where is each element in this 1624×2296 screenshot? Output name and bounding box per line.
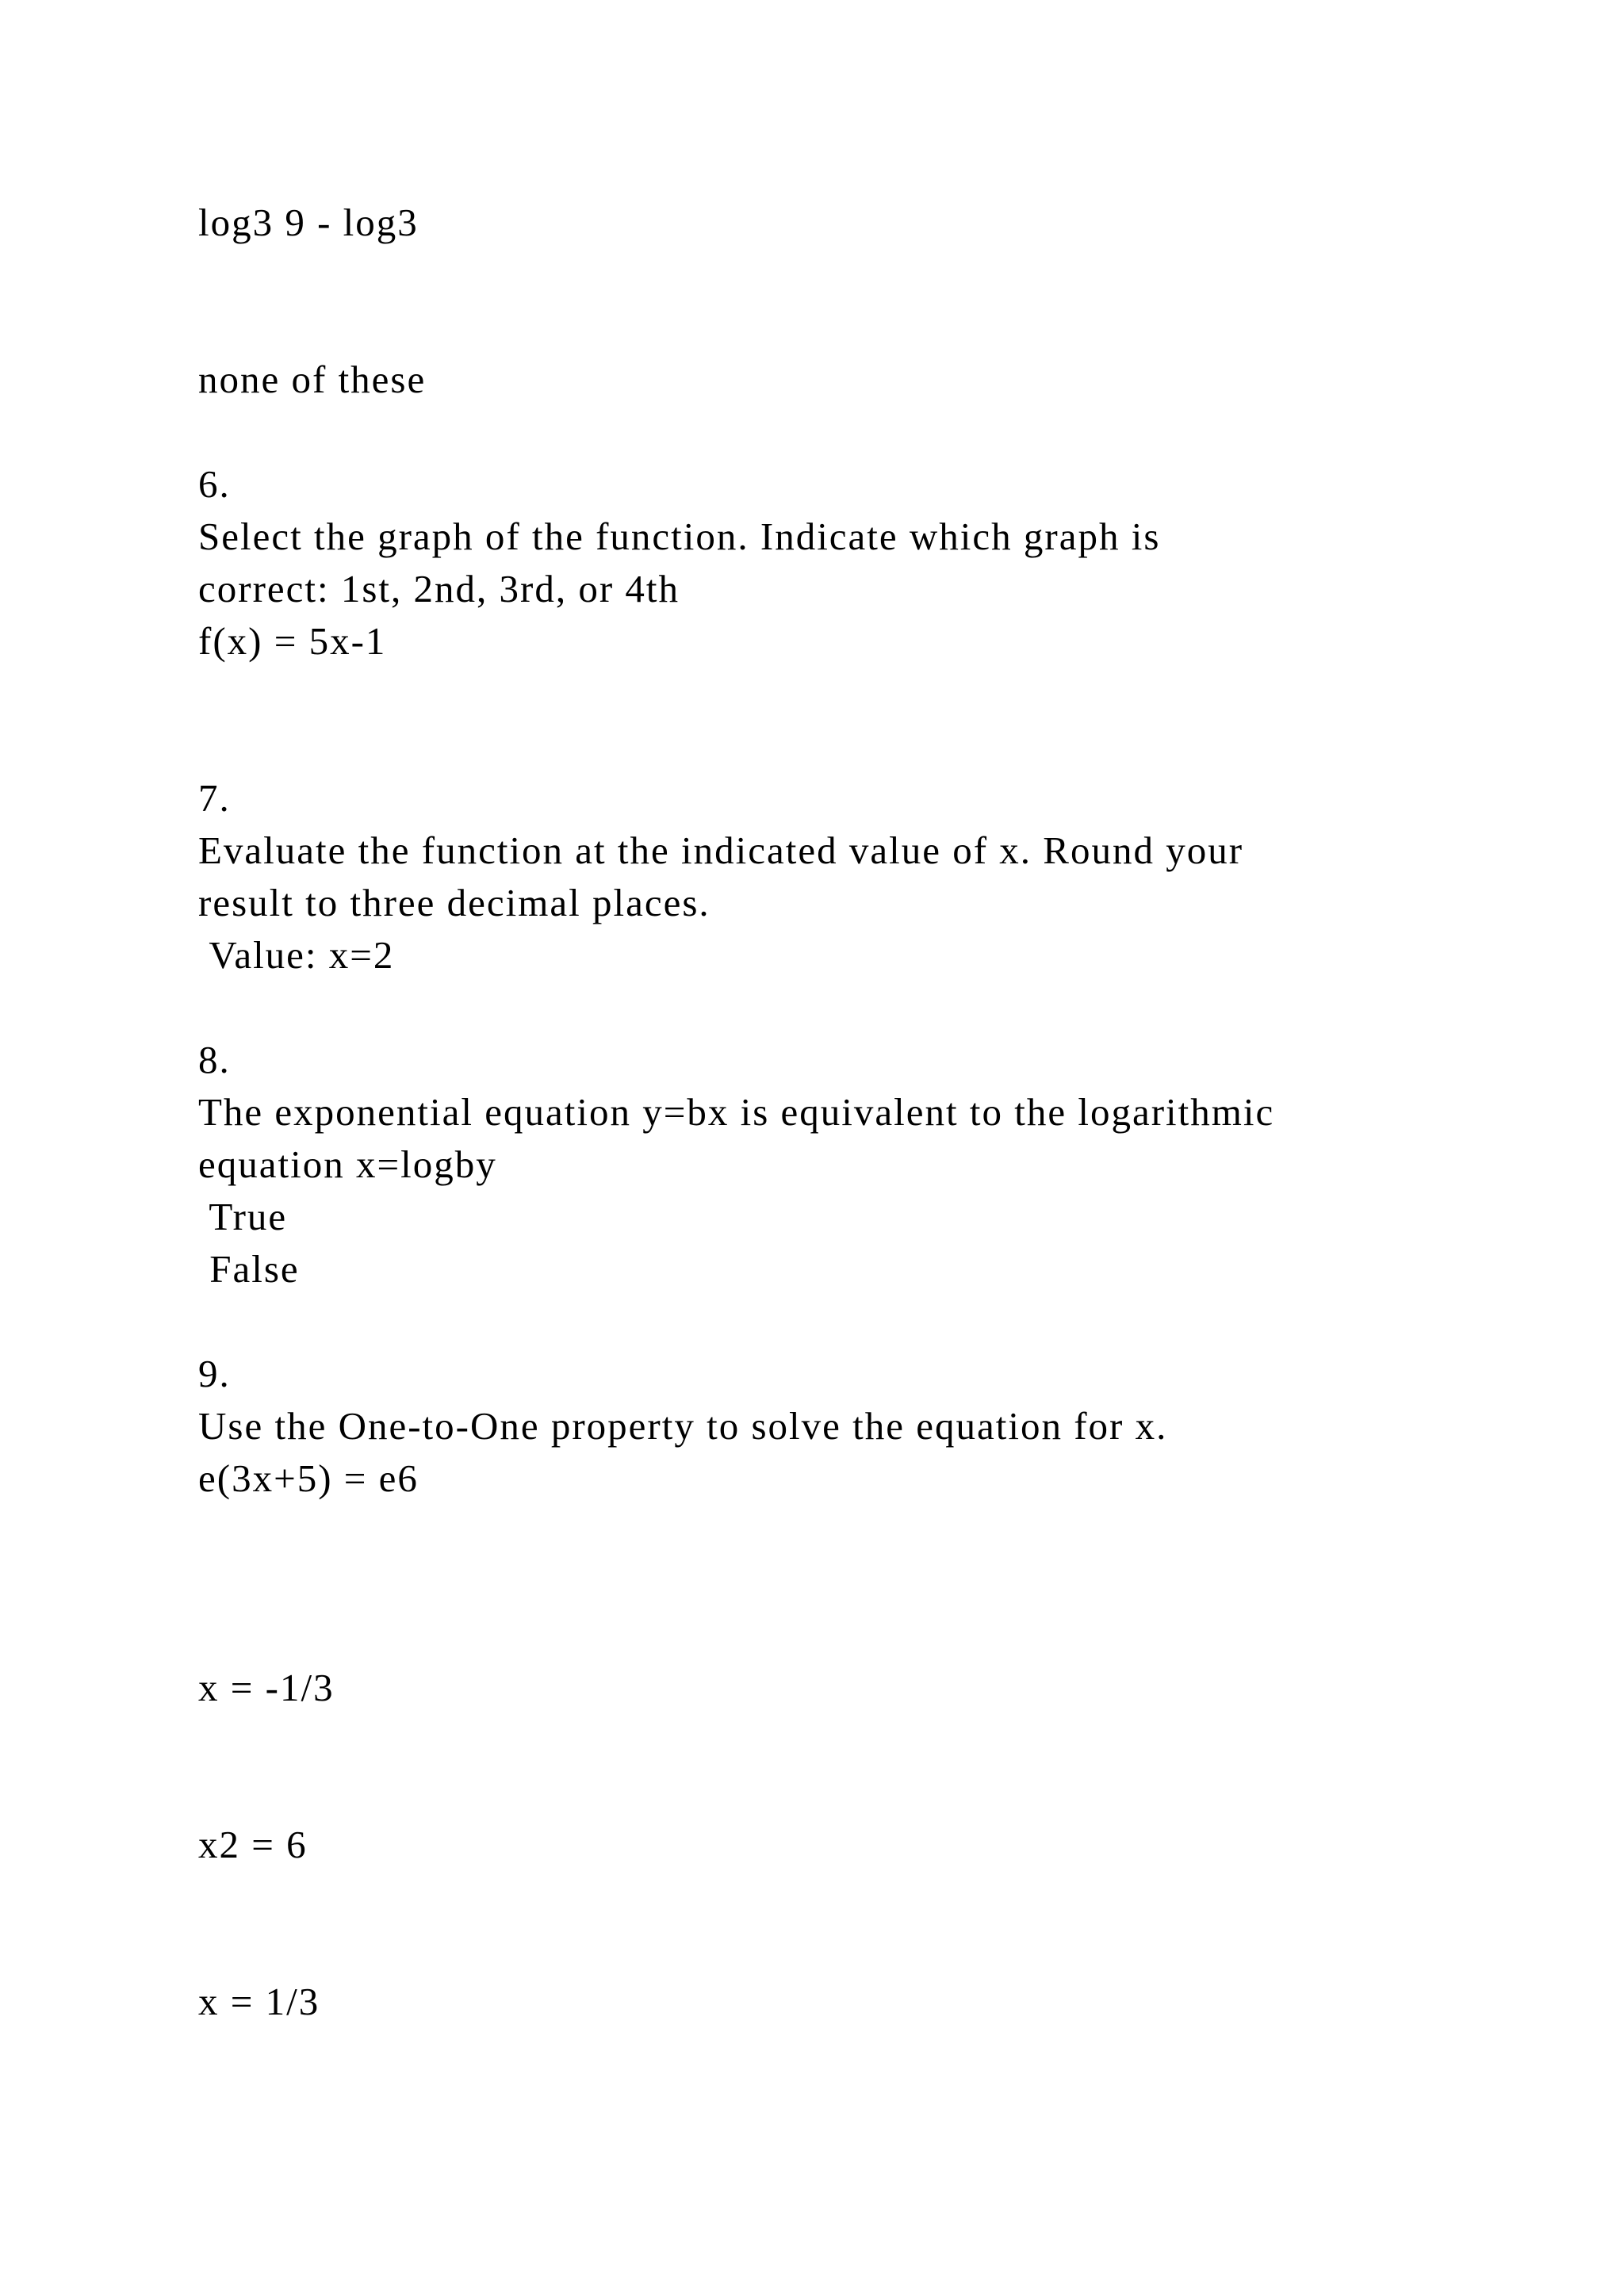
question-prompt: result to three decimal places. [198, 881, 710, 924]
answer-option: x2 = 6 [198, 1823, 308, 1866]
question-number: 6. [198, 462, 231, 506]
answer-option: x = 1/3 [198, 1980, 320, 2023]
question-prompt: Evaluate the function at the indicated value of x. Round your [198, 828, 1244, 872]
question-prompt: Select the graph of the function. Indicate which graph is [198, 515, 1161, 558]
question-number: 9. [198, 1352, 231, 1395]
equation-expression: e(3x+5) = e6 [198, 1456, 419, 1500]
question-prompt: equation x=logby [198, 1142, 497, 1186]
function-expression: f(x) = 5x-1 [198, 619, 387, 663]
answer-option: x = -1/3 [198, 1666, 335, 1709]
question-prompt: correct: 1st, 2nd, 3rd, or 4th [198, 567, 680, 610]
answer-option: log3 9 - log3 [198, 201, 419, 244]
question-number: 7. [198, 776, 231, 820]
question-prompt: Use the One-to-One property to solve the equation for x. [198, 1404, 1168, 1448]
value-given: Value: x=2 [198, 933, 395, 977]
question-prompt: The exponential equation y=bx is equivalent to the logarithmic [198, 1090, 1275, 1134]
answer-option-false: False [198, 1247, 300, 1291]
question-number: 8. [198, 1038, 231, 1081]
answer-option-true: True [198, 1195, 288, 1238]
answer-option: none of these [198, 358, 427, 401]
